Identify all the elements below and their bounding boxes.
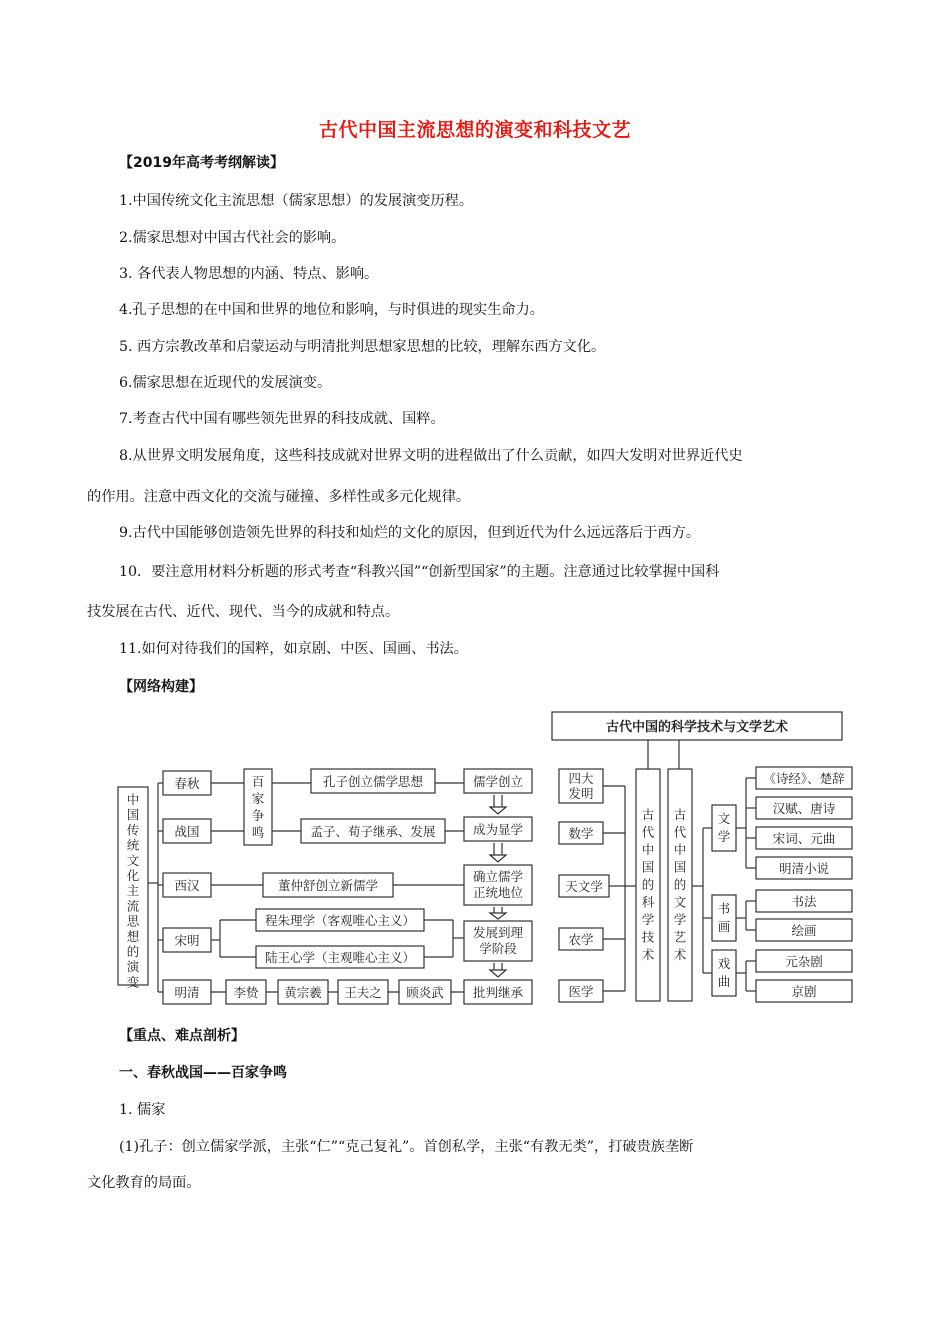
stage-xianxue: 成为显学 xyxy=(472,822,524,837)
art-shufa: 书法 xyxy=(791,894,817,909)
exam-item: 1.中国传统文化主流思想（儒家思想）的发展演变历程。 xyxy=(119,193,474,209)
stage-pipan: 批判继承 xyxy=(472,985,524,1000)
luwang: 陆王心学（主观唯心主义） xyxy=(264,950,416,965)
stage-create: 儒学创立 xyxy=(472,774,524,789)
thinker-lizhi: 李贽 xyxy=(233,985,259,1000)
sci-nongxue: 农学 xyxy=(568,932,594,947)
section-network-heading: 【网络构建】 xyxy=(119,679,203,695)
exam-item: 3. 各代表人物思想的内涵、特点、影响。 xyxy=(119,266,379,282)
art-shijing: 《诗经》、楚辞 xyxy=(763,771,845,786)
sci-sidafaming: 四大发明 xyxy=(568,771,594,801)
art-zaju: 元杂剧 xyxy=(785,954,823,969)
paragraph-kongzi: (1)孔子：创立儒家学派，主张“仁”“克己复礼”。首创私学，主张“有教无类”，打破贵族垄断 xyxy=(119,1139,694,1155)
page-title: 古代中国主流思想的演变和科技文艺 xyxy=(318,119,631,141)
era-mingqing: 明清 xyxy=(174,985,200,1000)
sci-tianwenxue: 天文学 xyxy=(565,879,603,894)
sci-shuxue: 数学 xyxy=(568,826,594,841)
group-wenxue: 文学 xyxy=(717,811,731,844)
art-huihua: 绘画 xyxy=(791,923,817,938)
sci-center-text: 古代中国的科学技术 xyxy=(641,807,655,962)
group-xiqu: 戏曲 xyxy=(717,956,731,989)
exam-item: 10．要注意用材料分析题的形式考查“科教兴国”“创新型国家”的主题。注意通过比较掌握中国科 xyxy=(119,564,720,580)
knowledge-network-diagram xyxy=(113,705,858,1011)
group-shuhua: 书画 xyxy=(717,901,731,934)
era-zhanguo: 战国 xyxy=(174,824,200,839)
dongzhongshu: 董仲舒创立新儒学 xyxy=(277,878,379,893)
art-center-text: 古代中国的文学艺术 xyxy=(673,807,687,962)
stage-lixue: 发展到理学阶段 xyxy=(472,925,524,956)
top-title: 古代中国的科学技术与文学艺术 xyxy=(605,720,789,735)
era-chunqiu: 春秋 xyxy=(174,776,200,791)
baijia-text: 百家争鸣 xyxy=(251,774,265,840)
exam-item-cont: 的作用。注意中西文化的交流与碰撞、多样性或多元化规律。 xyxy=(87,489,471,505)
paragraph-kongzi-cont: 文化教育的局面。 xyxy=(87,1175,201,1191)
exam-item: 2.儒家思想对中国古代社会的影响。 xyxy=(119,230,346,246)
art-jingju: 京剧 xyxy=(791,984,817,999)
art-hanfu: 汉赋、唐诗 xyxy=(772,801,836,816)
exam-item: 7.考查古代中国有哪些领先世界的科技成就、国粹。 xyxy=(119,411,445,427)
section-analysis-heading: 【重点、难点剖析】 xyxy=(119,1028,245,1044)
kongzi: 孔子创立儒学思想 xyxy=(322,774,424,789)
thinker-huangzongxi: 黄宗羲 xyxy=(284,985,322,1000)
exam-item: 9.古代中国能够创造领先世界的科技和灿烂的文化的原因，但到近代为什么远远落后于西方。 xyxy=(119,525,701,541)
thinker-wangfuzhi: 王夫之 xyxy=(344,985,382,1000)
mengxun: 孟子、荀子继承、发展 xyxy=(310,824,436,839)
heading-rujia: 1. 儒家 xyxy=(119,1102,166,1118)
chengzhu: 程朱理学（客观唯心主义） xyxy=(264,913,416,928)
exam-item: 5. 西方宗教改革和启蒙运动与明清批判思想家思想的比较，理解东西方文化。 xyxy=(119,339,606,355)
exam-item: 4.孔子思想的在中国和世界的地位和影响，与时俱进的现实生命力。 xyxy=(119,302,544,318)
thinker-guyanwu: 顾炎武 xyxy=(406,985,444,1000)
exam-item: 8.从世界文明发展角度，这些科技成就对世界文明的进程做出了什么贡献，如四大发明对世界近代史 xyxy=(119,448,743,464)
left-title-text: 中国传统文化主流思想的演变 xyxy=(126,792,140,990)
stage-zhengtong: 确立儒学正统地位 xyxy=(472,869,524,900)
exam-item-cont: 技发展在古代、近代、现代、当今的成就和特点。 xyxy=(87,604,400,620)
era-xihan: 西汉 xyxy=(174,878,200,893)
era-songming: 宋明 xyxy=(174,933,200,948)
art-xiaoshuo: 明清小说 xyxy=(778,861,830,876)
art-songci: 宋词、元曲 xyxy=(772,831,836,846)
section-part1-heading: 一、春秋战国——百家争鸣 xyxy=(119,1065,287,1081)
exam-item: 6.儒家思想在近现代的发展演变。 xyxy=(119,375,332,391)
section-exam-heading: 【2019年高考考纲解读】 xyxy=(119,155,284,171)
sci-yixue: 医学 xyxy=(568,984,594,999)
exam-item: 11.如何对待我们的国粹，如京剧、中医、国画、书法。 xyxy=(119,641,468,657)
